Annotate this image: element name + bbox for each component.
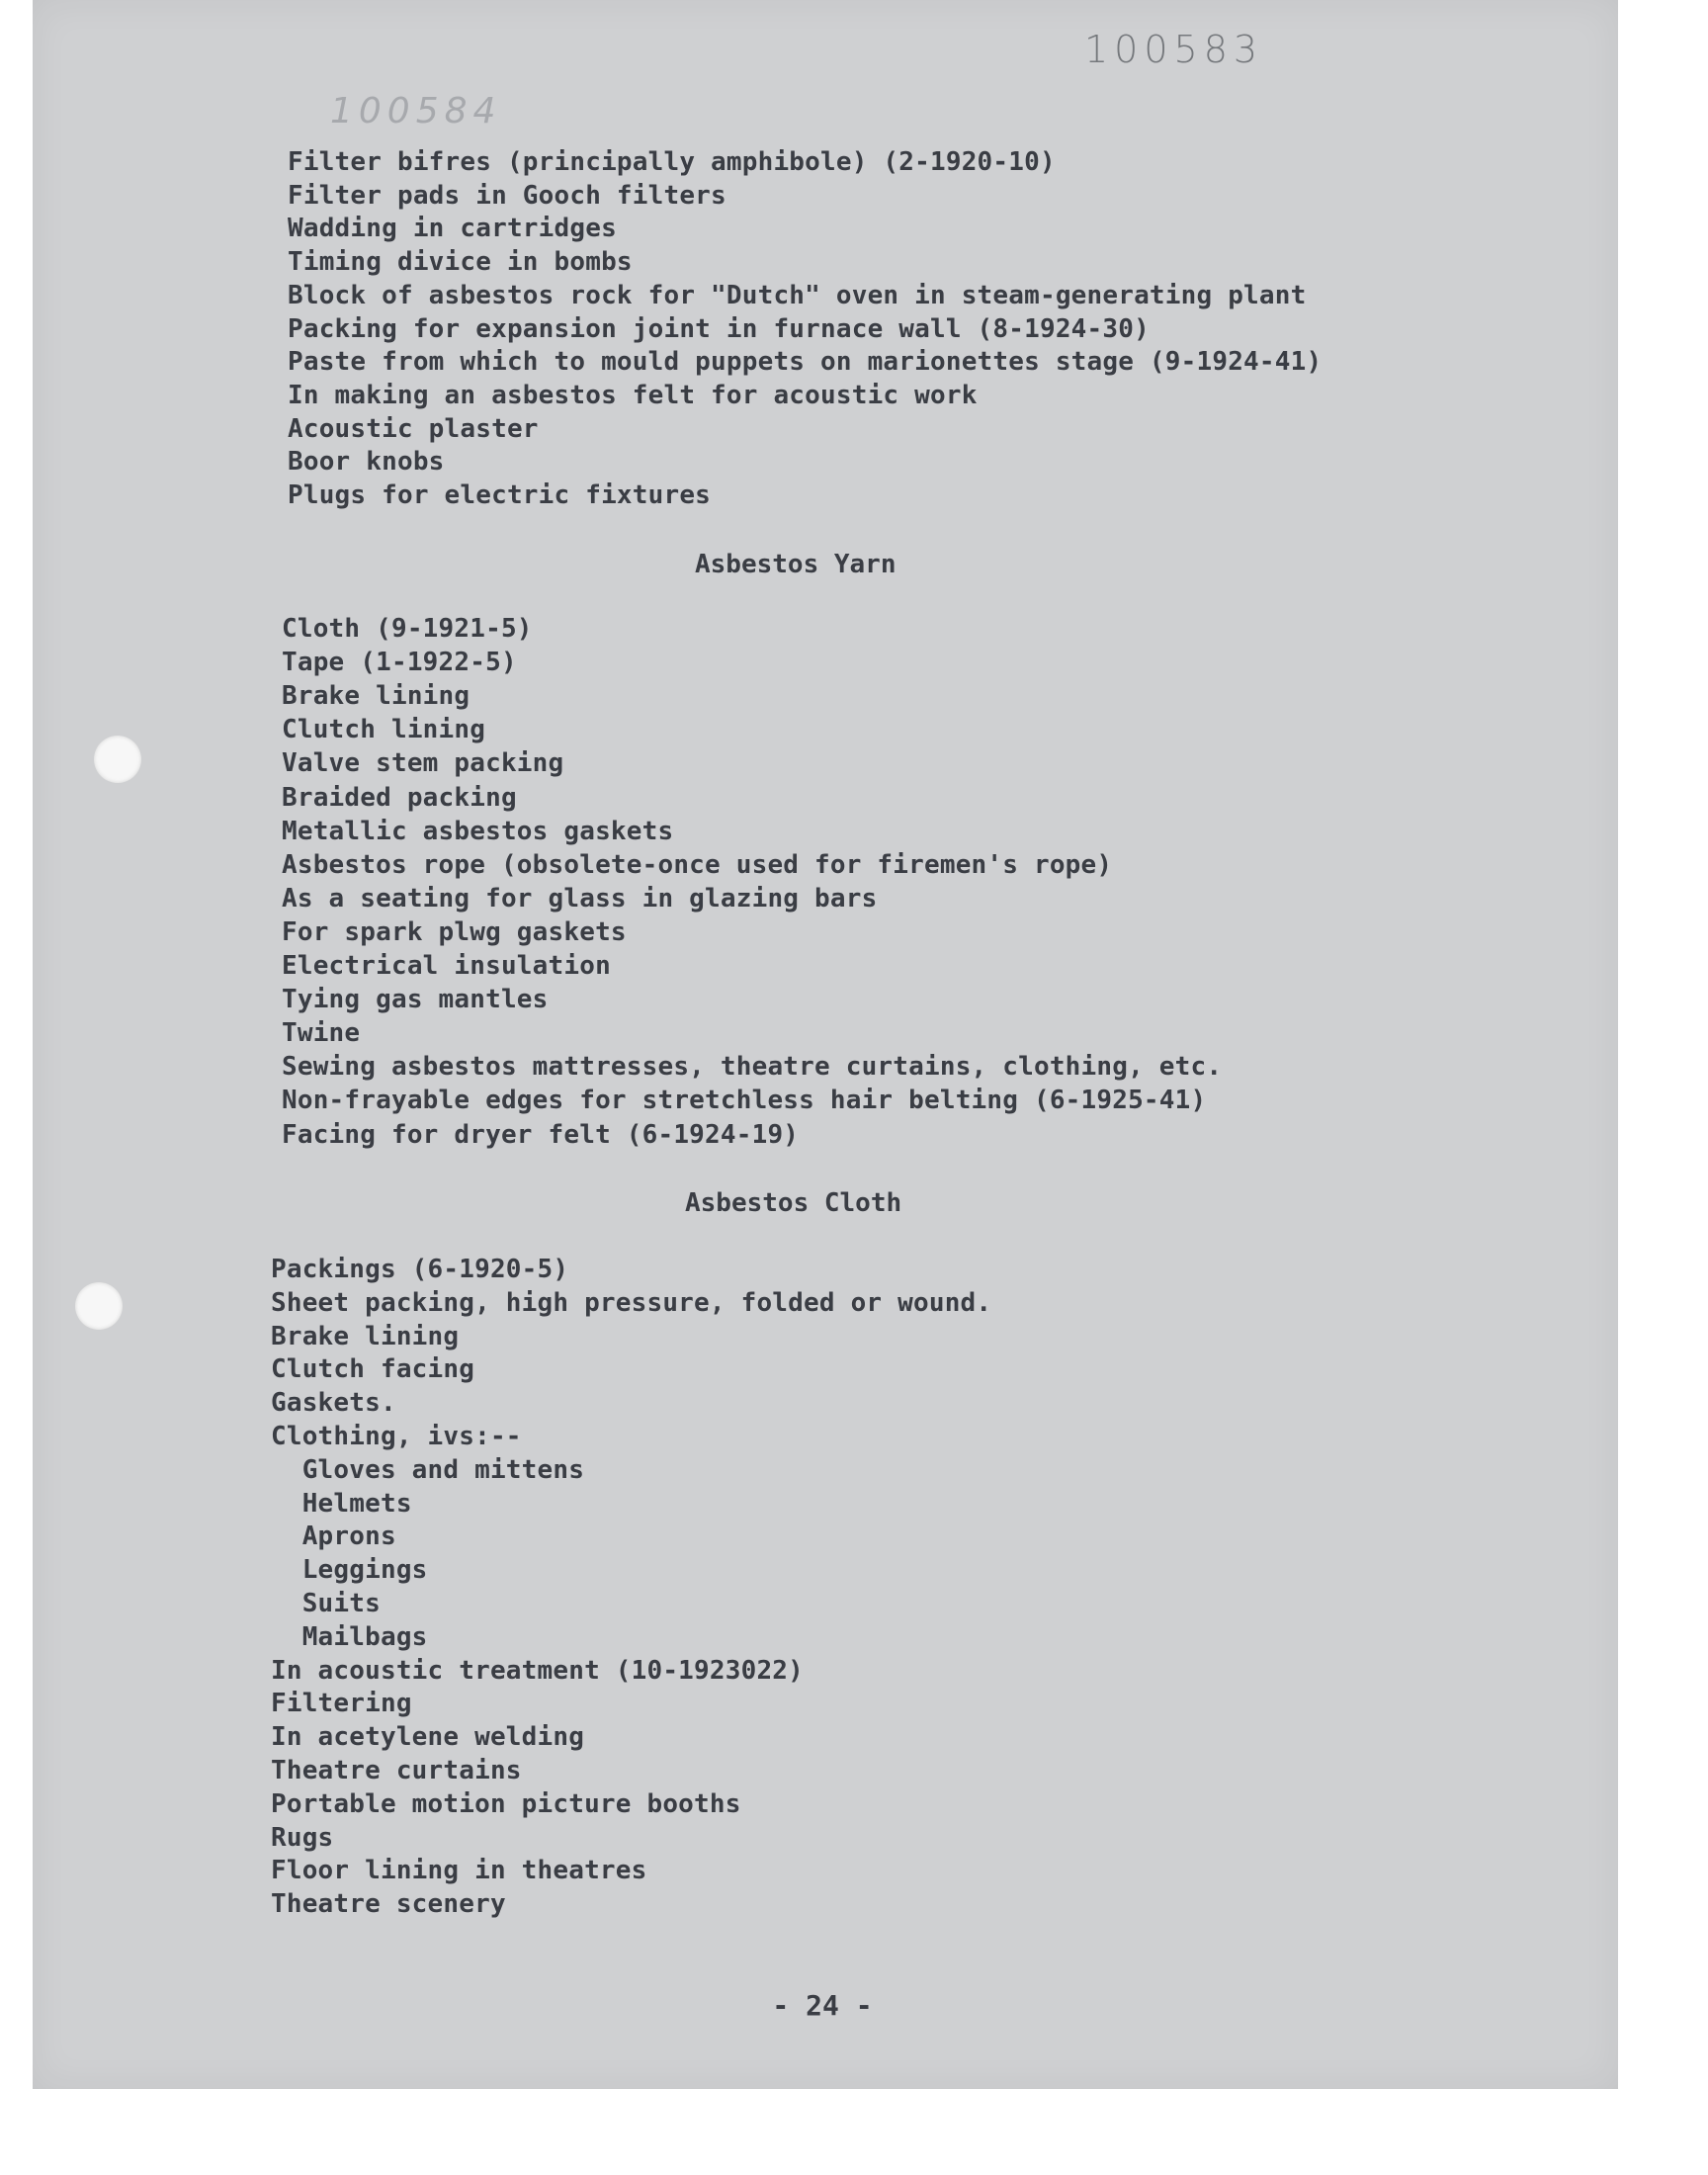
asbestos-yarn-item: Valve stem packing <box>282 748 564 779</box>
asbestos-yarn-item: Twine <box>282 1018 361 1049</box>
asbestos-yarn-item: Metallic asbestos gaskets <box>282 816 674 846</box>
asbestos-cloth-item: Aprons <box>271 1522 396 1552</box>
asbestos-yarn-item: Brake lining <box>282 681 470 712</box>
intro-list-item: Wadding in cartridges <box>288 214 617 244</box>
intro-list-item: Paste from which to mould puppets on marionettes stage (9-1924-41) <box>288 347 1323 378</box>
asbestos-yarn-item: Non-frayable edges for stretchless hair belting (6-1925-41) <box>282 1086 1207 1116</box>
asbestos-cloth-item: Portable motion picture booths <box>271 1788 741 1819</box>
heading-asbestos-yarn: Asbestos Yarn <box>695 550 897 579</box>
asbestos-yarn-item: For spark plwg gaskets <box>282 916 627 947</box>
intro-list-item: Plugs for electric fixtures <box>288 480 712 510</box>
asbestos-yarn-item: As a seating for glass in glazing bars <box>282 883 878 914</box>
asbestos-yarn-item: Sewing asbestos mattresses, theatre curtains, clothing, etc. <box>282 1052 1223 1083</box>
asbestos-cloth-item: Gloves and mittens <box>271 1454 585 1485</box>
asbestos-cloth-item: Sheet packing, high pressure, folded or wound. <box>271 1287 992 1318</box>
intro-list-item: Block of asbestos rock for "Dutch" oven in steam-generating plant <box>288 280 1307 310</box>
asbestos-yarn-item: Clutch lining <box>282 715 486 745</box>
intro-list-item: In making an asbestos felt for acoustic work <box>288 380 978 410</box>
asbestos-cloth-item: In acetylene welding <box>271 1722 585 1753</box>
page-number: - 24 - <box>772 1989 873 2022</box>
asbestos-cloth-item: Mailbags <box>271 1621 428 1652</box>
asbestos-yarn-item: Tape (1-1922-5) <box>282 648 517 678</box>
asbestos-cloth-item: Leggings <box>271 1555 428 1586</box>
intro-list-item: Filter bifres (principally amphibole) (2-1920-10) <box>288 147 1056 177</box>
heading-asbestos-cloth: Asbestos Cloth <box>685 1188 902 1218</box>
asbestos-cloth-item: Clutch facing <box>271 1354 475 1385</box>
punch-hole-bottom <box>75 1282 123 1330</box>
asbestos-yarn-item: Cloth (9-1921-5) <box>282 614 533 644</box>
asbestos-yarn-item: Braided packing <box>282 782 517 813</box>
asbestos-yarn-item: Asbestos rope (obsolete-once used for firemen's rope) <box>282 849 1113 880</box>
faded-document-number-stamp: 100584 <box>330 91 502 131</box>
asbestos-yarn-item: Facing for dryer felt (6-1924-19) <box>282 1119 800 1150</box>
asbestos-cloth-item: Clothing, ivs:-- <box>271 1422 522 1451</box>
punch-hole-top <box>94 736 141 783</box>
asbestos-cloth-item: Suits <box>271 1589 381 1618</box>
asbestos-cloth-item: In acoustic treatment (10-1923022) <box>271 1655 805 1686</box>
document-number-stamp: 100583 <box>1084 28 1264 71</box>
asbestos-cloth-item: Gaskets. <box>271 1388 396 1419</box>
asbestos-cloth-item: Theatre curtains <box>271 1756 522 1785</box>
asbestos-cloth-item: Floor lining in theatres <box>271 1856 647 1886</box>
asbestos-cloth-item: Filtering <box>271 1689 412 1719</box>
asbestos-cloth-item: Rugs <box>271 1822 334 1853</box>
asbestos-cloth-item: Helmets <box>271 1488 412 1519</box>
intro-list-item: Acoustic plaster <box>288 413 539 444</box>
asbestos-yarn-item: Tying gas mantles <box>282 985 549 1015</box>
intro-list-item: Boor knobs <box>288 447 445 478</box>
asbestos-cloth-item: Brake lining <box>271 1321 460 1351</box>
document-page <box>33 0 1618 2089</box>
asbestos-yarn-item: Electrical insulation <box>282 951 611 981</box>
intro-list-item: Filter pads in Gooch filters <box>288 180 726 211</box>
intro-list-item: Packing for expansion joint in furnace wall (8-1924-30) <box>288 313 1150 344</box>
intro-list-item: Timing divice in bombs <box>288 247 633 278</box>
asbestos-cloth-item: Theatre scenery <box>271 1889 506 1920</box>
asbestos-cloth-item: Packings (6-1920-5) <box>271 1255 569 1284</box>
